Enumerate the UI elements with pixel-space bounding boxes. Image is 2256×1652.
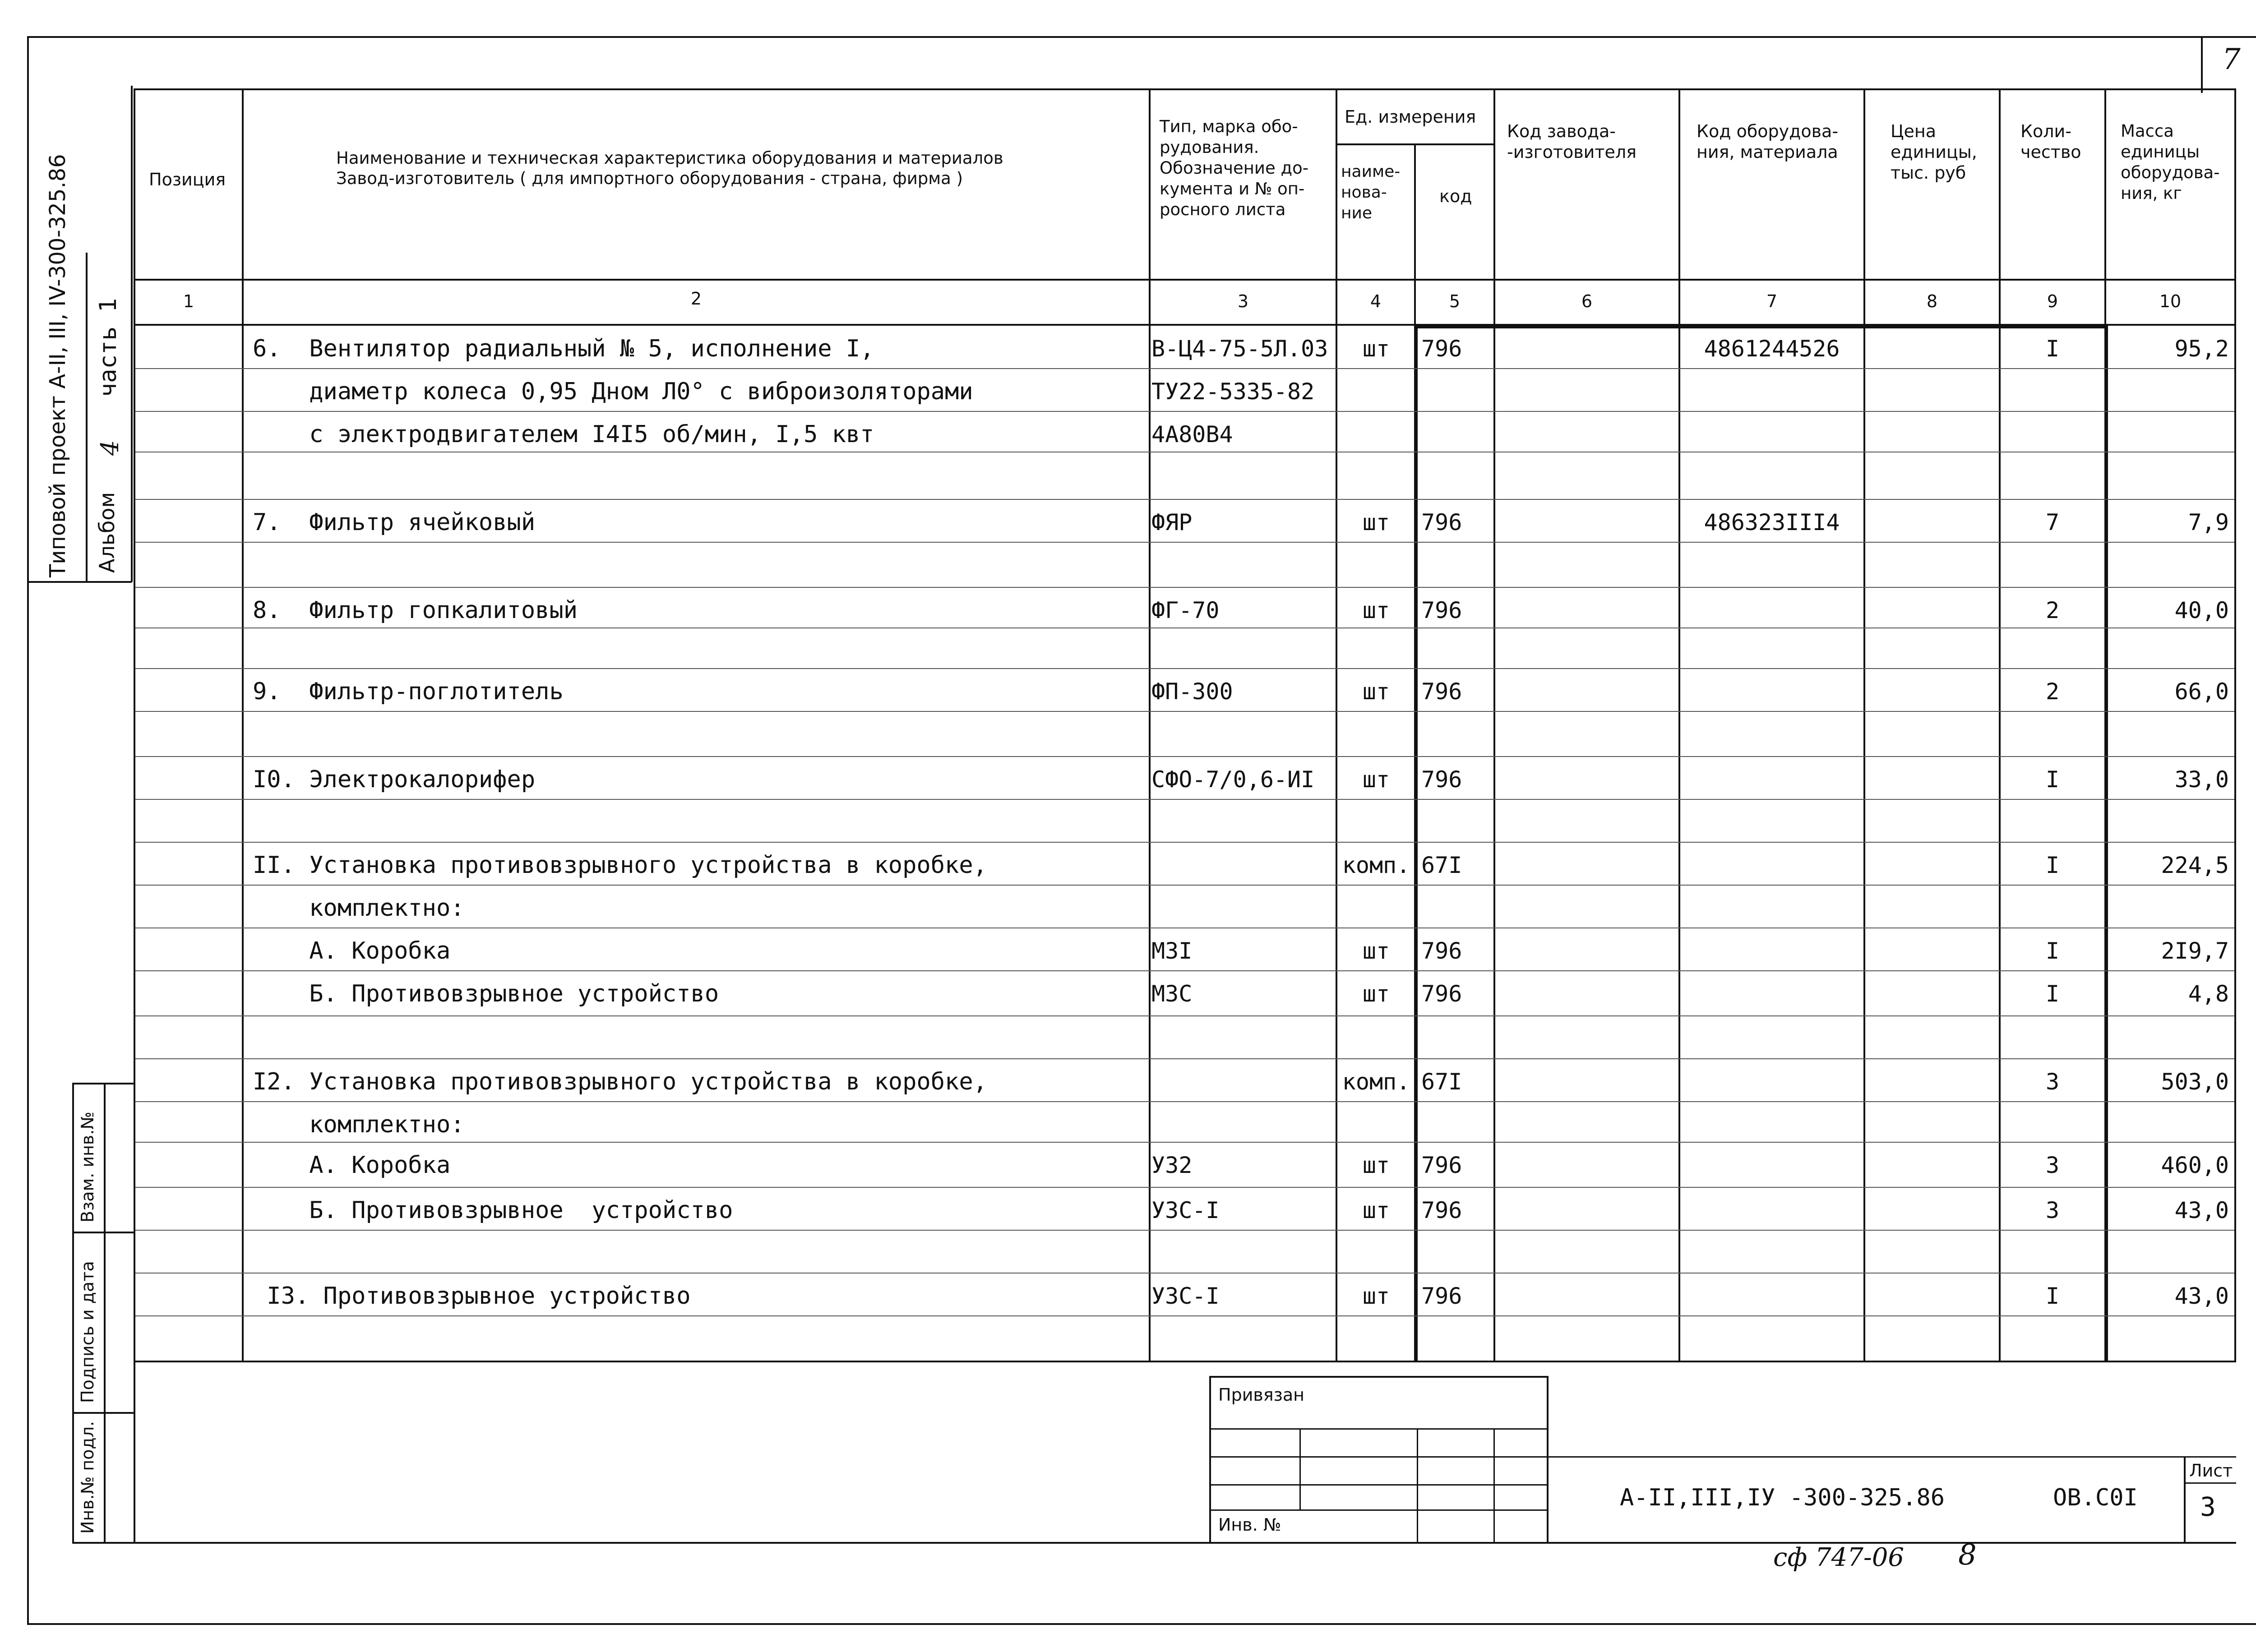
row-mass: 7,9 (2188, 509, 2229, 535)
sheet-corner-number: 7 (2222, 43, 2241, 76)
header-qty (2020, 121, 2081, 162)
row-type: УЗС-I (1151, 1197, 1220, 1223)
header-position: Позиция (149, 170, 226, 189)
row-mass: 224,5 (2161, 852, 2229, 878)
colnum-8: 8 (1926, 291, 1938, 311)
header-mass-l3: оборудова- (2121, 163, 2220, 182)
header-type-l2: рудования. (1160, 138, 1259, 157)
row-separator (135, 970, 2234, 971)
footer-handwritten-number: 8 (1958, 1538, 1977, 1572)
row-qty: 2 (2045, 597, 2060, 623)
header-type-l4: кумента и № оп- (1160, 179, 1305, 198)
row-mass: 40,0 (2174, 597, 2229, 623)
row-code: 796 (1421, 336, 1462, 362)
row-qty: I (2045, 981, 2060, 1007)
row-mass: 33,0 (2174, 766, 2229, 793)
row-code: 796 (1421, 597, 1462, 623)
row-name: I2. Установка противовзрывного устройства в коробке, (253, 1068, 987, 1095)
row-name: 9. Фильтр-поглотитель (253, 678, 564, 705)
row-separator (135, 587, 2234, 588)
header-unit-name-l2: нова- (1341, 183, 1387, 202)
row-qty: I (2045, 852, 2060, 878)
row-name: II. Установка противовзрывного устройства в коробке, (253, 852, 987, 879)
header-type-l5: росного листа (1160, 200, 1286, 219)
footer-handwritten-stamp: сф 747-06 (1773, 1543, 1905, 1572)
frame-left (27, 36, 29, 1625)
row-code: 796 (1421, 1197, 1462, 1223)
row-separator (135, 411, 2234, 412)
row-type: УЗ2 (1151, 1152, 1193, 1178)
bold-block-top (1414, 325, 2108, 328)
row-qty: 2 (2045, 678, 2060, 705)
header-price-l2: единицы, (1891, 142, 1977, 162)
row-separator (135, 1058, 2234, 1059)
row-unit: шт (1362, 1283, 1390, 1309)
footer-main-bottom (134, 1542, 2236, 1544)
row-unit: шт (1362, 336, 1390, 362)
row-name: I3. Противовзрывное устройство (253, 1283, 691, 1310)
corner-box-left (2201, 38, 2203, 93)
footer-block-left (1209, 1376, 1211, 1543)
row-qty: 3 (2045, 1197, 2060, 1223)
row-name: 8. Фильтр гопкалитовый (253, 597, 578, 624)
row-separator (135, 1142, 2234, 1143)
colnum-2: 2 (690, 289, 702, 309)
header-maker-code-l2: -изготовителя (1507, 142, 1637, 162)
left-stamp-vzam: Взам. инв.№ (78, 1112, 97, 1223)
header-mass-l4: ния, кг (2121, 184, 2182, 203)
row-type: МЗI (1151, 938, 1193, 964)
header-mass (2121, 121, 2220, 204)
row-name: с электродвигателем I4I5 об/мин, I,5 квт (253, 421, 874, 448)
footer-col-3 (1493, 1428, 1495, 1543)
header-qty-l1: Коли- (2020, 121, 2071, 141)
header-type-l3: Обозначение до- (1160, 158, 1309, 178)
row-name: комплектно: (253, 895, 465, 922)
side-label-border-bottom (29, 581, 132, 583)
row-type: МЗС (1151, 981, 1193, 1007)
col-sep-5 (1493, 88, 1495, 1362)
row-name: I0. Электрокалорифер (253, 766, 536, 793)
row-separator (135, 1230, 2234, 1231)
footer-list-number: 3 (2200, 1491, 2216, 1522)
row-code: 796 (1421, 981, 1462, 1007)
col-sep-9-bold (2104, 326, 2108, 1362)
footer-block-right (1547, 1376, 1549, 1543)
left-stamp-inv: Инв.№ подл. (78, 1421, 97, 1534)
row-name: Б. Противовзрывное устройство (253, 980, 719, 1007)
row-unit: комп. (1342, 1069, 1410, 1095)
row-qty: 3 (2045, 1069, 2060, 1095)
footer-row-4 (1209, 1509, 1548, 1511)
footer-list-box-mid (2184, 1482, 2236, 1484)
table-bottom (134, 1361, 2236, 1362)
row-equip-code: 4861244526 (1704, 336, 1840, 362)
footer-row-3 (1209, 1484, 1548, 1486)
row-qty: 7 (2045, 509, 2060, 535)
row-type: ФЯР (1151, 509, 1193, 535)
table-right (2234, 90, 2236, 1362)
row-separator (135, 668, 2234, 669)
row-separator (135, 842, 2234, 843)
footer-doc-code: А-II,III,IУ -300-325.86 (1620, 1484, 1945, 1511)
header-equip-code (1697, 121, 1838, 162)
row-mass: 95,2 (2174, 336, 2229, 362)
left-stamp-podpis: Подпись и дата (78, 1261, 97, 1403)
header-mass-l1: Масса (2121, 121, 2174, 141)
footer-sheet-code: ОВ.С0I (2053, 1484, 2138, 1511)
colnum-1: 1 (183, 291, 194, 311)
left-stamp-outer (72, 1083, 74, 1543)
footer-list-box-top (2184, 1456, 2236, 1458)
row-code: 796 (1421, 938, 1462, 964)
row-separator (135, 499, 2234, 500)
row-separator (135, 1273, 2234, 1274)
row-unit: шт (1362, 981, 1390, 1007)
header-qty-l2: чество (2020, 142, 2081, 162)
row-unit: шт (1362, 597, 1390, 623)
row-separator (135, 1101, 2234, 1102)
row-mass: 2I9,7 (2161, 938, 2229, 964)
row-mass: 43,0 (2174, 1197, 2229, 1223)
colnum-6: 6 (1581, 291, 1593, 311)
row-equip-code: 486323III4 (1704, 509, 1840, 535)
row-separator (135, 756, 2234, 757)
col-sep-6 (1678, 88, 1680, 1362)
row-qty: I (2045, 938, 2060, 964)
row-separator (135, 711, 2234, 712)
row-name: 7. Фильтр ячейковый (253, 509, 536, 536)
row-type: ТУ22-5335-82 (1151, 378, 1315, 405)
row-name: диаметр колеса 0,95 Дном Л0° с виброизоляторами (253, 378, 973, 405)
row-separator (135, 1015, 2234, 1016)
row-type: ФП-300 (1151, 678, 1233, 705)
row-type: ФГ-70 (1151, 597, 1220, 623)
footer-row-1 (1209, 1428, 1548, 1430)
header-unit-name-l1: наиме- (1341, 162, 1401, 181)
row-type: УЗС-I (1151, 1283, 1220, 1309)
header-price-l1: Цена (1891, 121, 1937, 141)
row-separator (135, 368, 2234, 369)
row-code: 67I (1421, 852, 1462, 878)
colnum-3: 3 (1237, 291, 1249, 311)
col-sep-2 (1149, 88, 1151, 1362)
header-unit: Ед. измерения (1345, 107, 1476, 127)
row-separator (135, 1315, 2234, 1316)
header-maker-code (1507, 121, 1637, 162)
row-unit: шт (1362, 678, 1390, 705)
row-separator (135, 1187, 2234, 1188)
header-type-l1: Тип, марка обо- (1160, 117, 1298, 136)
row-name: А. Коробка (253, 937, 451, 964)
colnum-10: 10 (2159, 291, 2182, 311)
row-name: 6. Вентилятор радиальный № 5, исполнение I, (253, 335, 874, 362)
footer-row-2 (1209, 1456, 1548, 1458)
row-name: комплектно: (253, 1111, 465, 1138)
col-sep-1 (242, 88, 244, 1362)
row-name: А. Коробка (253, 1152, 451, 1179)
colnum-5: 5 (1449, 291, 1461, 311)
footer-list-box-left (2184, 1456, 2186, 1543)
table-top (134, 88, 2236, 90)
side-label-album-number: 4 (96, 440, 124, 456)
row-unit: комп. (1342, 852, 1410, 878)
col-sep-7 (1863, 88, 1865, 1362)
header-mass-l2: единицы (2121, 142, 2200, 162)
row-mass: 66,0 (2174, 678, 2229, 705)
row-qty: I (2045, 1283, 2060, 1309)
row-unit: шт (1362, 1152, 1390, 1178)
header-price (1891, 121, 1977, 183)
row-separator (135, 542, 2234, 543)
row-mass: 460,0 (2161, 1152, 2229, 1178)
footer-privyazan: Привязан (1218, 1385, 1304, 1405)
table-header-bottom (134, 279, 2236, 281)
side-label-part: часть 1 (95, 298, 122, 397)
row-code: 67I (1421, 1069, 1462, 1095)
footer-block-top (1209, 1376, 1548, 1378)
header-unit-code: код (1439, 186, 1472, 206)
row-qty: 3 (2045, 1152, 2060, 1178)
footer-col-2 (1417, 1428, 1418, 1543)
header-equip-code-l1: Код оборудова- (1697, 121, 1839, 141)
row-mass: 4,8 (2188, 981, 2229, 1007)
colnum-9: 9 (2047, 291, 2058, 311)
row-code: 796 (1421, 678, 1462, 705)
header-price-l3: тыс. руб (1891, 163, 1966, 183)
row-type: 4А80В4 (1151, 421, 1233, 448)
colnum-4: 4 (1370, 291, 1382, 311)
row-mass: 503,0 (2161, 1069, 2229, 1095)
row-code: 796 (1421, 1283, 1462, 1309)
footer-list-label: Лист (2189, 1461, 2233, 1481)
row-separator (135, 799, 2234, 800)
row-unit: шт (1362, 938, 1390, 964)
row-code: 796 (1421, 1152, 1462, 1178)
row-unit: шт (1362, 509, 1390, 535)
header-type (1160, 116, 1308, 220)
colnum-7: 7 (1766, 291, 1778, 311)
frame-top (27, 36, 2256, 38)
frame-bottom (27, 1623, 2256, 1625)
row-type: СФО-7/0,6-ИI (1151, 766, 1315, 793)
row-code: 796 (1421, 509, 1462, 535)
header-name-line2: Завод-изготовитель ( для импортного оборудования - страна, фирма ) (336, 169, 963, 188)
side-label-divider (86, 253, 88, 581)
row-qty: I (2045, 336, 2060, 362)
row-unit: шт (1362, 1197, 1390, 1223)
row-separator (135, 885, 2234, 886)
footer-col-1 (1299, 1428, 1301, 1509)
side-label-album-word: Альбом (95, 492, 119, 573)
row-name: Б. Противовзрывное устройство (253, 1197, 733, 1224)
row-qty: I (2045, 766, 2060, 793)
footer-doc-top (1549, 1456, 2185, 1458)
left-stamp-mid (104, 1083, 106, 1543)
row-unit: шт (1362, 766, 1390, 793)
header-unit-name-l3: ние (1341, 204, 1373, 222)
header-equip-code-l2: ния, материала (1697, 142, 1838, 162)
header-maker-code-l1: Код завода- (1507, 121, 1616, 141)
row-type: В-Ц4-75-5Л.03 (1151, 336, 1328, 362)
row-code: 796 (1421, 766, 1462, 793)
header-unit-name (1341, 162, 1400, 224)
footer-inv-no: Инв. № (1218, 1515, 1281, 1535)
unit-header-divider (1336, 143, 1495, 145)
header-name-line1: Наименование и техническая характеристика оборудования и материалов (336, 148, 1003, 168)
row-mass: 43,0 (2174, 1283, 2229, 1309)
side-label-project: Типовой проект А-II, III, IV-300-325.86 (45, 154, 70, 577)
side-label-border-right (131, 86, 133, 582)
